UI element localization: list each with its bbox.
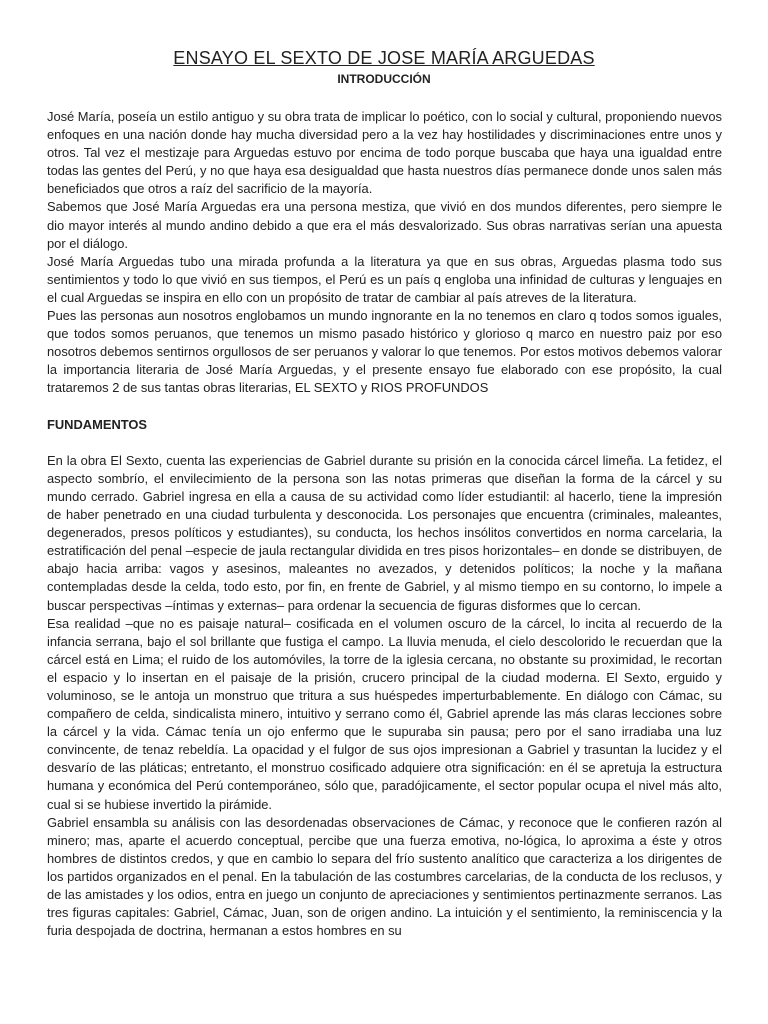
- document-body: [47, 108, 722, 940]
- fundamentos-paragraph-3: Gabriel ensambla su análisis con las desordenadas observaciones de Cámac, y reconoce que le confieren razón al minero; mas, aparte el acuerdo conceptual, percibe que una fuerza emotiva, no-lógica, lo aproxima a éste y otros hombres de distintos credos, y que en cambio lo separa del frío sustento analítico que caracteriza a los dirigentes de los partidos organizados en el penal. En la tabulación de las costumbres carcelarias, de la conducta de los reclusos, y de las amistades y los odios, entra en juego un conjunto de apreciaciones y sentimientos pertinazmente serranos. Las tres figuras capitales: Gabriel, Cámac, Juan, son de origen andino. La intuición y el sentimiento, la reminiscencia y la furia despojada de doctrina, hermanan a estos hombres en su: [47, 814, 723, 939]
- fundamentos-paragraph-1: En la obra El Sexto, cuenta las experiencias de Gabriel durante su prisión en la conocida cárcel limeña. La fetidez, el aspecto sombrío, el envilecimiento de la persona son las notas primeras que diseñan la forma de la cárcel y su mundo cerrado. Gabriel ingresa en ella a causa de su actividad como líder estudiantil: al hacerlo, tiene la impresión de haber penetrado en una ciudad turbulenta y desconocida. Los personajes que encuentra (criminales, maleantes, degenerados, presos políticos y estudiantes), su conducta, los hechos insólitos convertidos en norma carcelaria, la estratificación del penal –especie de jaula rectangular dividida en tres pisos horizontales– en donde se distribuyen, de abajo hacia arriba: vagos y asesinos, maleantes no avezados, y detenidos políticos; la noche y la mañana contempladas desde la celda, todo esto, por fin, en frente de Gabriel, y al mismo tiempo en su contorno, lo impele a buscar perspectivas –íntimas y externas– para ordenar la secuencia de figuras disformes que lo cercan.: [47, 452, 722, 613]
- intro-paragraph-2: Sabemos que José María Arguedas era una persona mestiza, que vivió en dos mundos diferentes, pero siempre le dio mayor interés al mundo andino debido a que era el más desvalorizado. Sus obras narrativas serían una apuesta por el diálogo.: [47, 199, 722, 251]
- fundamentos-paragraph-2: Esa realidad –que no es paisaje natural– cosificada en el volumen oscuro de la cárcel, lo incita al recuerdo de la infancia serrana, bajo el sol brillante que fustiga el campo. La lluvia menuda, el cielo descolorido le recuerdan que la cárcel está en Lima; el ruido de los automóviles, la torre de la iglesia cercana, no obstante su proximidad, le recortan el espacio y lo insertan en el paisaje de la prisión, crucero principal de la ciudad moderna. El Sexto, erguido y voluminoso, se le antoja un monstruo que tritura a sus huéspedes imperturbablemente. En diálogo con Cámac, su compañero de celda, sindicalista minero, intuitivo y serrano como él, Gabriel aprende las más claras lecciones sobre la cárcel y la vida. Cámac tenía un ojo enfermo que le supuraba sin pausa; pero por el sano irradiaba una luz convincente, de tenaz rebeldía. La opacidad y el fulgor de sus ojos impresionan a Gabriel y trasuntan la lucidez y el desvarío de las pláticas; entretanto, el monstruo cosificado adquiere otra significación: en él se apretuja la estructura humana y económica del Perú contemporáneo, sólo que, paradójicamente, el sector popular ocupa el nivel más alto, cual si se hubiese invertido la pirámide.: [47, 615, 722, 812]
- intro-paragraph-1: José María, poseía un estilo antiguo y su obra trata de implicar lo poético, con lo social y cultural, proponiendo nuevos enfoques en una nación donde hay mucha diversidad pero a la vez hay hostilidades y discriminaciones entre unos y otros. Tal vez el mestizaje para Arguedas estuvo por encima de todo porque buscaba que haya una igualdad entre todas las gentes del Perú, y no que haya esa desigualdad que hasta nuestros días permanece donde unos salen más beneficiados que otros a raíz del sacrificio de la mayoría.: [47, 109, 722, 197]
- spacer: [47, 398, 722, 416]
- section-heading-fundamentos: FUNDAMENTOS: [47, 416, 148, 432]
- spacer: [47, 434, 722, 452]
- document-title: ENSAYO EL SEXTO DE JOSE MARÍA ARGUEDAS: [173, 48, 595, 68]
- section-title-introduccion: INTRODUCCIÓN: [337, 72, 431, 86]
- intro-paragraph-4: Pues las personas aun nosotros englobamos un mundo ingnorante en la no tenemos en claro q todos somos iguales, que todos somos peruanos, que tenemos un mismo pasado histórico y glorioso q marco en nuestro paiz por eso nosotros debemos sentirnos orgullosos de ser peruanos y valorar lo que tenemos. Por estos motivos debemos valorar la importancia literaria de José María Arguedas, y el presente ensayo fue elaborado con ese propósito, la cual trataremos 2 de sus tantas obras literarias, EL SEXTO y RIOS PROFUNDOS: [47, 308, 722, 396]
- intro-paragraph-3: José María Arguedas tubo una mirada profunda a la literatura ya que en sus obras, Arguedas plasma todo sus sentimientos y todo lo que vivió en sus tiempos, el Perú es un país q engloba una infinidad de culturas y lenguajes en el cual Arguedas se inspira en ello con un propósito de tratar de cambiar al país atreves de la literatura.: [47, 253, 722, 305]
